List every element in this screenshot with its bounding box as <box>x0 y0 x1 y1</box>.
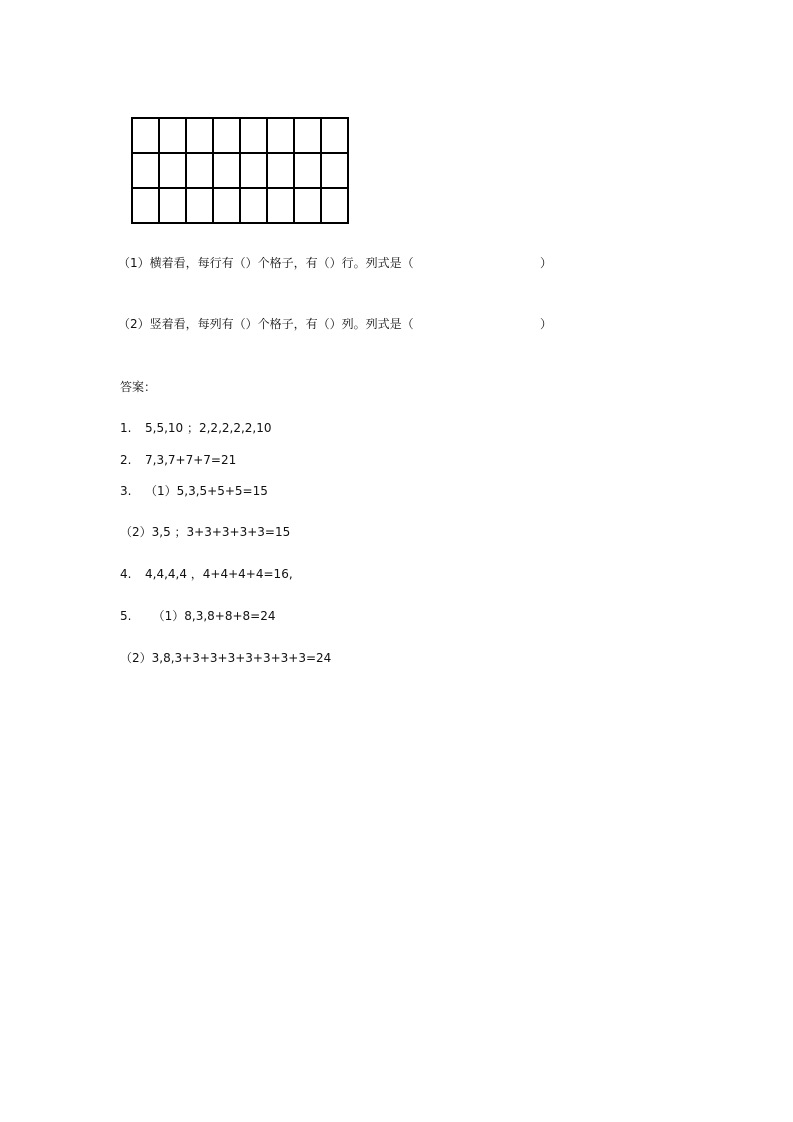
question-2-text: （2）竖着看，每列有（）个格子，有（）列。列式是（ <box>118 317 414 331</box>
answer-text: （1）8,3,8+8+8=24 <box>145 609 276 623</box>
grid-cell <box>240 118 267 153</box>
grid-cell <box>294 188 321 223</box>
grid-cell <box>267 118 294 153</box>
grid-cell <box>213 153 240 188</box>
grid-cell <box>267 153 294 188</box>
grid-cell <box>294 153 321 188</box>
answer-item <box>120 525 290 539</box>
grid-cell <box>132 188 159 223</box>
grid-figure <box>131 117 349 224</box>
grid-cell <box>186 188 213 223</box>
grid-cell <box>159 118 186 153</box>
answer-item <box>120 567 293 581</box>
answer-text: （2）3,5 ；3+3+3+3+3=15 <box>120 525 291 539</box>
question-1 <box>118 256 553 270</box>
grid-cell <box>186 153 213 188</box>
grid-cell <box>132 118 159 153</box>
grid-row <box>132 188 348 223</box>
answer-item <box>120 609 276 623</box>
answer-text: （1）5,3,5+5+5=15 <box>145 484 268 498</box>
grid-row <box>132 118 348 153</box>
grid-cell <box>267 188 294 223</box>
grid-cell <box>240 153 267 188</box>
grid-cell <box>213 118 240 153</box>
answers-title: 答案： <box>120 380 157 394</box>
answer-number: 1. <box>120 421 132 435</box>
grid-cell <box>159 153 186 188</box>
grid-cell <box>294 118 321 153</box>
grid-cell <box>186 118 213 153</box>
question-1-close: ） <box>540 256 553 270</box>
answer-item <box>120 453 236 467</box>
answer-text: （2）3,8,3+3+3+3+3+3+3+3=24 <box>120 651 332 665</box>
grid-cell <box>321 118 348 153</box>
answer-number: 3. <box>120 484 132 498</box>
answer-text: 4,4,4,4 ，4+4+4+4=16, <box>145 567 293 581</box>
question-2 <box>118 317 553 331</box>
answer-number: 2. <box>120 453 132 467</box>
answer-item <box>120 421 272 435</box>
answer-number: 4. <box>120 567 132 581</box>
answer-item <box>120 651 331 665</box>
grid-cell <box>159 188 186 223</box>
grid-row <box>132 153 348 188</box>
answer-number: 5. <box>120 609 132 623</box>
answer-text: 5,5,10 ；2,2,2,2,2,10 <box>145 421 272 435</box>
answer-text: 7,3,7+7+7=21 <box>145 453 237 467</box>
question-1-text: （1）横着看，每行有（）个格子，有（）行。列式是（ <box>118 256 414 270</box>
answer-item <box>120 484 268 498</box>
grid-cell <box>321 188 348 223</box>
question-2-close: ） <box>540 317 553 331</box>
grid-cell <box>240 188 267 223</box>
grid-cell <box>132 153 159 188</box>
grid-cell <box>213 188 240 223</box>
grid-cell <box>321 153 348 188</box>
